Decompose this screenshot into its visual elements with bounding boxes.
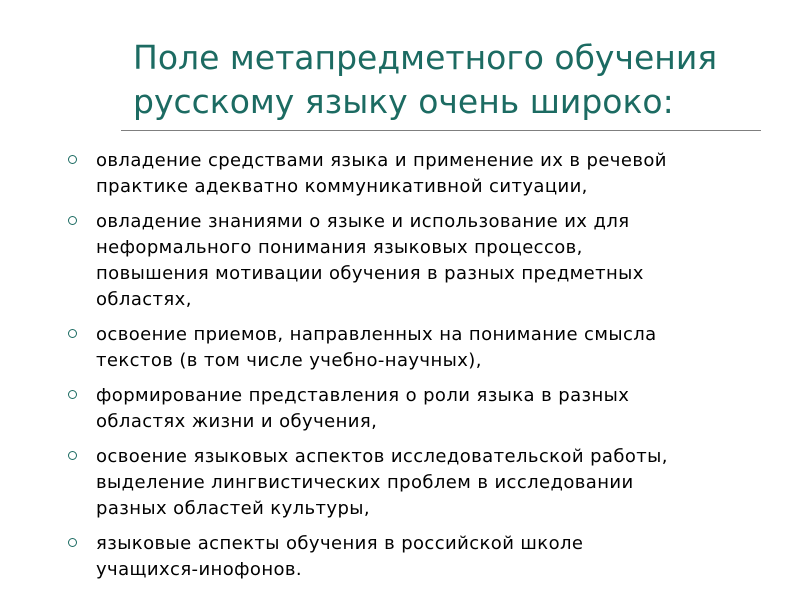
bullet-line: повышения мотивации обучения в разных предметных (96, 263, 644, 284)
bullet-text (96, 148, 756, 200)
bullet-line: областях жизни и обучения, (96, 411, 378, 432)
bullet-line: овладение средствами языка и применение их в речевой (96, 150, 667, 171)
bullet-text (96, 531, 756, 583)
bullet-item (66, 444, 756, 522)
bullet-text (96, 444, 756, 522)
bullet-item (66, 531, 756, 583)
slide-title-line: русскому языку очень широко: (133, 82, 674, 121)
bullet-text (96, 322, 756, 374)
hollow-circle-bullet-icon (68, 155, 77, 164)
bullet-text (96, 383, 756, 435)
bullet-item (66, 148, 756, 200)
bullet-line: освоение языковых аспектов исследовательской работы, (96, 446, 668, 467)
bullet-line: учащихся-инофонов. (96, 559, 303, 580)
hollow-circle-bullet-icon (68, 390, 77, 399)
hollow-circle-bullet-icon (68, 216, 77, 225)
bullet-line: разных областей культуры, (96, 498, 371, 519)
bullet-line: освоение приемов, направленных на понимание смысла (96, 324, 657, 345)
bullet-line: овладение знаниями о языке и использование их для (96, 211, 630, 232)
bullet-line: областях, (96, 289, 192, 310)
bullet-line: практике адекватно коммуникативной ситуации, (96, 176, 588, 197)
bullet-line: выделение лингвистических проблем в исследовании (96, 472, 634, 493)
bullet-item (66, 209, 756, 313)
bullet-line: текстов (в том числе учебно-научных), (96, 350, 482, 371)
bullet-item (66, 383, 756, 435)
bullet-text (96, 209, 756, 313)
hollow-circle-bullet-icon (68, 451, 77, 460)
bullet-line: формирование представления о роли языка в разных (96, 385, 630, 406)
slide-title-line: Поле метапредметного обучения (133, 38, 718, 77)
bullet-line: языковые аспекты обучения в российской школе (96, 533, 584, 554)
bullet-list (66, 148, 756, 592)
hollow-circle-bullet-icon (68, 538, 77, 547)
slide-title (133, 36, 773, 124)
bullet-line: неформального понимания языковых процессов, (96, 237, 583, 258)
bullet-item (66, 322, 756, 374)
hollow-circle-bullet-icon (68, 329, 77, 338)
title-divider (121, 130, 761, 131)
